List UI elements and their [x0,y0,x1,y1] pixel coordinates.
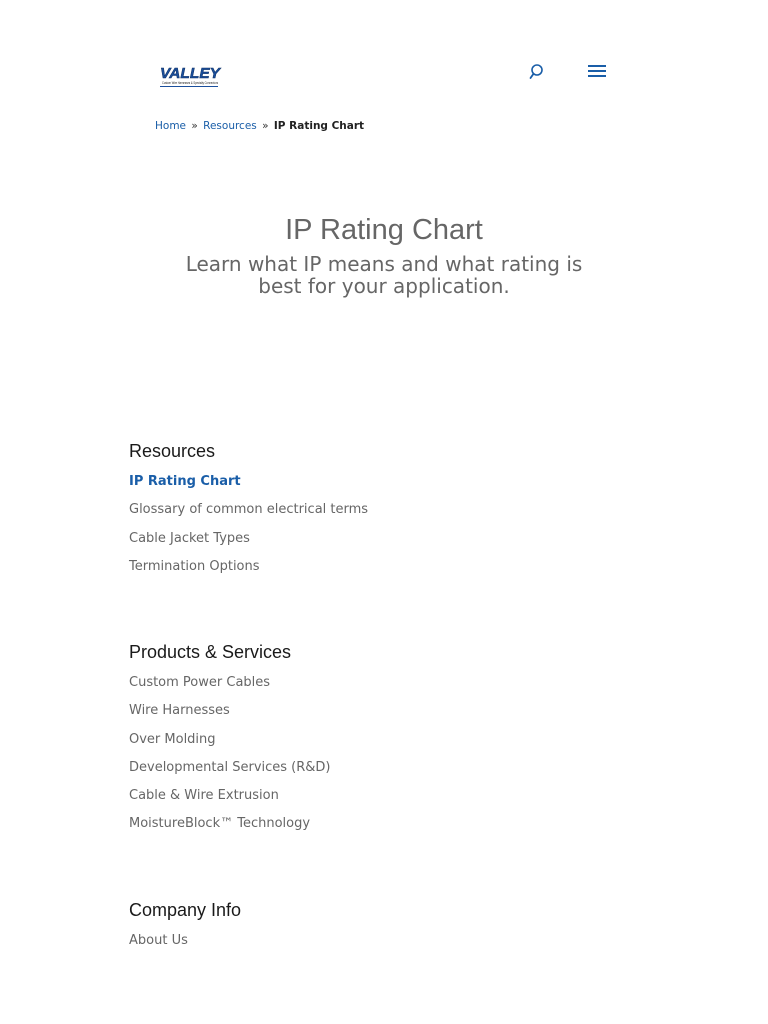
breadcrumb-resources-link[interactable]: Resources [203,120,257,132]
breadcrumb-current: IP Rating Chart [273,120,365,132]
footer-link-termination-options [129,553,368,581]
footer-link-wire-harnesses [129,697,331,725]
footer-link[interactable]: Developmental Services (R&D) [129,759,331,775]
footer-link-cable-wire-extrusion [129,782,331,810]
page-title: IP Rating Chart [285,214,483,246]
footer-link[interactable]: MoistureBlock™ Technology [129,816,311,832]
search-icon [529,63,547,81]
footer-link[interactable]: About Us [129,933,188,948]
footer-link-custom-power-cables [129,669,331,697]
footer-link[interactable]: Glossary of common electrical terms [129,502,369,518]
breadcrumb-separator: » [191,120,198,132]
logo-tagline: Custom Wire Harnesses & Specialty Connectors [162,81,219,85]
footer-link[interactable]: Cable Jacket Types [129,530,250,546]
footer-link[interactable]: Over Molding [129,731,216,747]
hamburger-menu-button[interactable] [586,61,608,81]
footer-link[interactable]: Termination Options [129,558,260,574]
page-subtitle: Learn what IP means and what rating is best for your application. [185,252,583,298]
logo-graphic [158,60,222,92]
footer-resources-heading: Resources [129,441,216,461]
footer-link-about-us [129,927,241,955]
breadcrumb [155,119,364,133]
footer-link[interactable]: Wire Harnesses [129,703,230,719]
footer-link-developmental-services [129,754,331,782]
footer-resources-list [129,468,368,581]
footer-link-ip-rating-chart [129,468,368,496]
breadcrumb-separator: » [262,120,269,132]
footer-link-over-molding [129,726,331,754]
footer-link[interactable]: Cable & Wire Extrusion [129,788,279,804]
footer-link-glossary [129,496,368,524]
logo-wordmark: VALLEY [160,65,223,82]
breadcrumb-home-link[interactable]: Home [155,120,187,132]
hamburger-menu-icon [586,61,608,81]
site-logo[interactable] [158,60,222,92]
footer-resources-section [129,440,368,581]
footer-company-section [129,899,241,955]
footer-products-list [129,669,331,839]
footer-link[interactable]: Custom Power Cables [129,675,271,690]
footer-products-heading: Products & Services [129,642,292,662]
footer-company-heading: Company Info [129,900,242,920]
footer-link-moistureblock [129,810,331,838]
search-button[interactable] [526,60,550,84]
footer-link-cable-jacket-types [129,525,368,553]
footer-products-section [129,641,331,839]
footer-company-list [129,927,241,955]
footer-link[interactable]: IP Rating Chart [129,474,241,489]
